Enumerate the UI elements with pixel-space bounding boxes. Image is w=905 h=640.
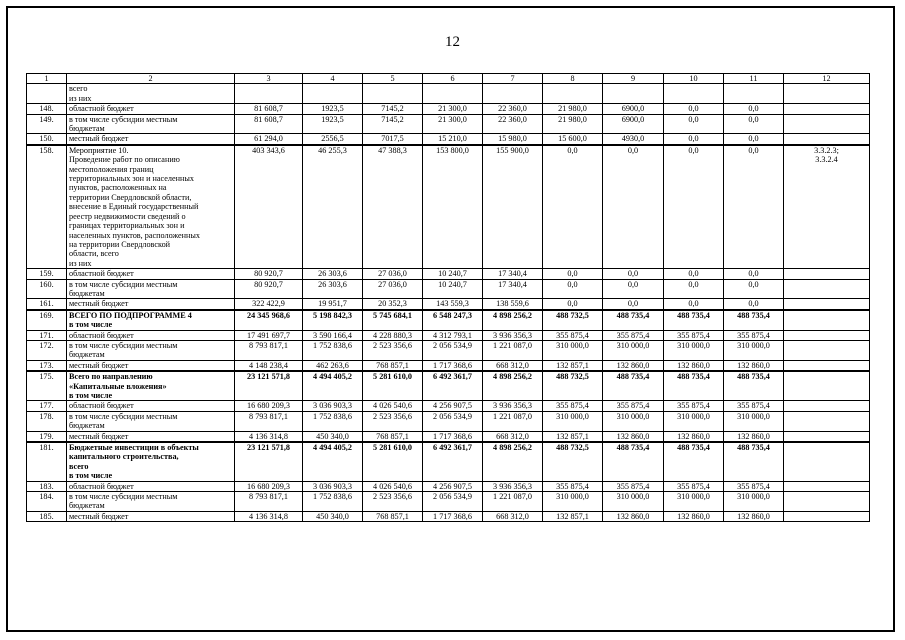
value-cell: 668 312,0 — [483, 431, 543, 442]
value-cell: 21 300,0 — [423, 114, 483, 134]
value-cell: 310 000,0 — [603, 340, 664, 360]
value-cell: 6 492 361,7 — [423, 442, 483, 481]
column-header: 11 — [724, 74, 784, 84]
value-cell: 10 240,7 — [423, 269, 483, 279]
row-note — [784, 330, 870, 340]
value-cell: 15 980,0 — [483, 134, 543, 145]
value-cell: 7145,2 — [363, 114, 423, 134]
row-note — [784, 442, 870, 481]
row-name: местный бюджет — [67, 360, 235, 371]
value-cell: 1 221 087,0 — [483, 411, 543, 431]
value-cell: 310 000,0 — [724, 492, 784, 512]
value-cell: 768 857,1 — [363, 511, 423, 521]
row-name: Бюджетные инвестиции в объекты капитального строительства, всего в том числе — [67, 442, 235, 481]
table-row — [27, 84, 870, 104]
column-header: 10 — [664, 74, 724, 84]
value-cell: 21 300,0 — [423, 104, 483, 114]
row-number: 150. — [27, 134, 67, 145]
value-cell: 1 221 087,0 — [483, 492, 543, 512]
column-header: 2 — [67, 74, 235, 84]
value-cell: 26 303,6 — [303, 279, 363, 299]
value-cell: 0,0 — [724, 104, 784, 114]
row-note — [784, 492, 870, 512]
value-cell: 3 590 166,4 — [303, 330, 363, 340]
value-cell: 132 857,1 — [543, 360, 603, 371]
value-cell: 26 303,6 — [303, 269, 363, 279]
value-cell: 355 875,4 — [543, 401, 603, 411]
value-cell: 1 717 368,6 — [423, 431, 483, 442]
table-row — [27, 360, 870, 371]
value-cell: 2 523 356,6 — [363, 492, 423, 512]
value-cell: 5 281 610,0 — [363, 442, 423, 481]
table-row — [27, 310, 870, 330]
table-row — [27, 145, 870, 269]
value-cell — [363, 84, 423, 104]
row-name: областной бюджет — [67, 330, 235, 340]
value-cell: 0,0 — [664, 269, 724, 279]
value-cell: 19 951,7 — [303, 299, 363, 310]
value-cell: 4 026 540,6 — [363, 401, 423, 411]
value-cell: 403 343,6 — [235, 145, 303, 269]
value-cell: 488 732,5 — [543, 310, 603, 330]
value-cell: 3 036 903,3 — [303, 401, 363, 411]
value-cell: 1 752 838,6 — [303, 411, 363, 431]
row-number: 185. — [27, 511, 67, 521]
column-header: 8 — [543, 74, 603, 84]
value-cell: 22 360,0 — [483, 104, 543, 114]
value-cell: 1 752 838,6 — [303, 340, 363, 360]
value-cell: 80 920,7 — [235, 269, 303, 279]
value-cell: 355 875,4 — [543, 481, 603, 491]
value-cell: 0,0 — [603, 299, 664, 310]
table-row — [27, 330, 870, 340]
row-number: 172. — [27, 340, 67, 360]
value-cell: 488 732,5 — [543, 442, 603, 481]
table-row — [27, 492, 870, 512]
value-cell: 4 898 256,2 — [483, 442, 543, 481]
value-cell: 355 875,4 — [603, 401, 664, 411]
column-header: 12 — [784, 74, 870, 84]
value-cell: 0,0 — [664, 134, 724, 145]
value-cell: 23 121 571,8 — [235, 371, 303, 401]
value-cell — [483, 84, 543, 104]
value-cell: 1 752 838,6 — [303, 492, 363, 512]
value-cell: 310 000,0 — [543, 492, 603, 512]
value-cell: 4 136 314,8 — [235, 431, 303, 442]
value-cell: 21 980,0 — [543, 104, 603, 114]
column-header: 9 — [603, 74, 664, 84]
value-cell: 450 340,0 — [303, 431, 363, 442]
value-cell: 0,0 — [543, 279, 603, 299]
value-cell: 17 491 697,7 — [235, 330, 303, 340]
row-name: в том числе субсидии местным бюджетам — [67, 114, 235, 134]
row-note — [784, 511, 870, 521]
column-header: 1 — [27, 74, 67, 84]
row-note: 3.3.2.3; 3.3.2.4 — [784, 145, 870, 269]
value-cell: 0,0 — [603, 269, 664, 279]
value-cell: 0,0 — [664, 145, 724, 269]
column-header: 7 — [483, 74, 543, 84]
row-name: в том числе субсидии местным бюджетам — [67, 411, 235, 431]
row-number: 178. — [27, 411, 67, 431]
value-cell: 138 559,6 — [483, 299, 543, 310]
table-row — [27, 401, 870, 411]
row-name: в том числе субсидии местным бюджетам — [67, 279, 235, 299]
row-name: всего из них — [67, 84, 235, 104]
row-number: 177. — [27, 401, 67, 411]
value-cell: 488 735,4 — [603, 310, 664, 330]
value-cell — [235, 84, 303, 104]
value-cell: 4 256 907,5 — [423, 401, 483, 411]
row-number — [27, 84, 67, 104]
page-number: 12 — [445, 34, 460, 50]
value-cell: 1 717 368,6 — [423, 511, 483, 521]
value-cell: 47 388,3 — [363, 145, 423, 269]
value-cell: 668 312,0 — [483, 511, 543, 521]
value-cell: 310 000,0 — [724, 340, 784, 360]
value-cell: 4930,0 — [603, 134, 664, 145]
row-number: 179. — [27, 431, 67, 442]
value-cell: 4 228 880,3 — [363, 330, 423, 340]
value-cell: 2 523 356,6 — [363, 411, 423, 431]
value-cell: 5 281 610,0 — [363, 371, 423, 401]
value-cell: 132 860,0 — [603, 360, 664, 371]
value-cell: 17 340,4 — [483, 279, 543, 299]
value-cell: 4 898 256,2 — [483, 371, 543, 401]
value-cell: 4 026 540,6 — [363, 481, 423, 491]
value-cell: 132 860,0 — [664, 360, 724, 371]
value-cell: 4 148 238,4 — [235, 360, 303, 371]
row-name: Всего по направлению «Капитальные вложения» в том числе — [67, 371, 235, 401]
row-name: Мероприятие 10. Проведение работ по описанию местоположения границ территориальных зон и населенных пунктов, расположенных на территории Свердловской области, внесение в Единый государственный реестр недвижимости сведений о границах территориальных зон и населенных пунктов, расположенных на территории Свердловской области, всего из них — [67, 145, 235, 269]
row-number: 175. — [27, 371, 67, 401]
value-cell: 355 875,4 — [664, 330, 724, 340]
column-header: 3 — [235, 74, 303, 84]
row-name: местный бюджет — [67, 134, 235, 145]
value-cell: 310 000,0 — [664, 340, 724, 360]
value-cell: 668 312,0 — [483, 360, 543, 371]
value-cell: 15 210,0 — [423, 134, 483, 145]
value-cell: 8 793 817,1 — [235, 492, 303, 512]
table-body — [27, 74, 870, 522]
row-note — [784, 371, 870, 401]
row-note — [784, 310, 870, 330]
value-cell: 8 793 817,1 — [235, 340, 303, 360]
row-note — [784, 401, 870, 411]
row-number: 171. — [27, 330, 67, 340]
value-cell: 6 492 361,7 — [423, 371, 483, 401]
value-cell: 6900,0 — [603, 114, 664, 134]
value-cell: 355 875,4 — [724, 481, 784, 491]
value-cell: 6900,0 — [603, 104, 664, 114]
value-cell: 15 600,0 — [543, 134, 603, 145]
value-cell: 0,0 — [724, 114, 784, 134]
value-cell: 1923,5 — [303, 114, 363, 134]
value-cell: 4 312 793,1 — [423, 330, 483, 340]
value-cell: 0,0 — [603, 279, 664, 299]
value-cell: 0,0 — [664, 114, 724, 134]
value-cell — [543, 84, 603, 104]
row-number: 183. — [27, 481, 67, 491]
table-row — [27, 299, 870, 310]
value-cell: 355 875,4 — [724, 401, 784, 411]
value-cell: 322 422,9 — [235, 299, 303, 310]
value-cell: 310 000,0 — [724, 411, 784, 431]
value-cell: 3 036 903,3 — [303, 481, 363, 491]
value-cell: 488 735,4 — [664, 371, 724, 401]
row-note — [784, 431, 870, 442]
value-cell: 20 352,3 — [363, 299, 423, 310]
value-cell: 355 875,4 — [603, 481, 664, 491]
table-row — [27, 481, 870, 491]
row-number: 160. — [27, 279, 67, 299]
value-cell: 61 294,0 — [235, 134, 303, 145]
value-cell: 3 936 356,3 — [483, 401, 543, 411]
row-number: 161. — [27, 299, 67, 310]
row-name: в том числе субсидии местным бюджетам — [67, 340, 235, 360]
value-cell: 4 494 405,2 — [303, 442, 363, 481]
value-cell: 8 793 817,1 — [235, 411, 303, 431]
value-cell: 132 860,0 — [603, 511, 664, 521]
value-cell: 2 056 534,9 — [423, 340, 483, 360]
table-row — [27, 442, 870, 481]
value-cell: 0,0 — [664, 279, 724, 299]
value-cell: 488 735,4 — [724, 371, 784, 401]
column-header: 4 — [303, 74, 363, 84]
table-header-row — [27, 74, 870, 84]
value-cell: 132 860,0 — [664, 431, 724, 442]
row-note — [784, 104, 870, 114]
budget-table — [26, 73, 870, 522]
value-cell: 0,0 — [724, 269, 784, 279]
row-note — [784, 299, 870, 310]
table-row — [27, 279, 870, 299]
value-cell — [303, 84, 363, 104]
row-note — [784, 134, 870, 145]
value-cell: 488 735,4 — [603, 371, 664, 401]
table-row — [27, 371, 870, 401]
row-number: 184. — [27, 492, 67, 512]
value-cell: 6 548 247,3 — [423, 310, 483, 330]
row-note — [784, 340, 870, 360]
row-name: областной бюджет — [67, 401, 235, 411]
value-cell: 310 000,0 — [543, 411, 603, 431]
value-cell: 450 340,0 — [303, 511, 363, 521]
row-number: 181. — [27, 442, 67, 481]
value-cell: 310 000,0 — [664, 492, 724, 512]
table-row — [27, 104, 870, 114]
row-note — [784, 360, 870, 371]
value-cell: 0,0 — [543, 299, 603, 310]
row-note — [784, 84, 870, 104]
value-cell: 3 936 356,3 — [483, 330, 543, 340]
value-cell: 10 240,7 — [423, 279, 483, 299]
value-cell: 80 920,7 — [235, 279, 303, 299]
value-cell — [603, 84, 664, 104]
value-cell: 488 732,5 — [543, 371, 603, 401]
value-cell: 23 121 571,8 — [235, 442, 303, 481]
row-name: областной бюджет — [67, 481, 235, 491]
value-cell: 310 000,0 — [603, 492, 664, 512]
value-cell: 0,0 — [603, 145, 664, 269]
value-cell: 5 745 684,1 — [363, 310, 423, 330]
value-cell: 1 221 087,0 — [483, 340, 543, 360]
value-cell: 355 875,4 — [664, 481, 724, 491]
value-cell: 132 860,0 — [664, 511, 724, 521]
value-cell: 488 735,4 — [664, 310, 724, 330]
row-name: областной бюджет — [67, 269, 235, 279]
value-cell: 5 198 842,3 — [303, 310, 363, 330]
row-name: местный бюджет — [67, 431, 235, 442]
row-name: в том числе субсидии местным бюджетам — [67, 492, 235, 512]
table-row — [27, 134, 870, 145]
row-number: 158. — [27, 145, 67, 269]
table-row — [27, 511, 870, 521]
value-cell: 132 860,0 — [724, 431, 784, 442]
value-cell: 0,0 — [724, 145, 784, 269]
value-cell: 132 857,1 — [543, 431, 603, 442]
row-name: ВСЕГО ПО ПОДПРОГРАММЕ 4 в том числе — [67, 310, 235, 330]
table-row — [27, 431, 870, 442]
row-number: 173. — [27, 360, 67, 371]
value-cell — [423, 84, 483, 104]
value-cell: 2556,5 — [303, 134, 363, 145]
value-cell: 2 056 534,9 — [423, 492, 483, 512]
value-cell: 768 857,1 — [363, 360, 423, 371]
row-number: 149. — [27, 114, 67, 134]
value-cell: 2 523 356,6 — [363, 340, 423, 360]
value-cell — [664, 84, 724, 104]
value-cell: 17 340,4 — [483, 269, 543, 279]
value-cell: 1923,5 — [303, 104, 363, 114]
value-cell: 81 608,7 — [235, 114, 303, 134]
table-row — [27, 114, 870, 134]
row-number: 148. — [27, 104, 67, 114]
row-number: 169. — [27, 310, 67, 330]
row-note — [784, 481, 870, 491]
value-cell: 0,0 — [724, 299, 784, 310]
value-cell: 488 735,4 — [724, 310, 784, 330]
column-header: 5 — [363, 74, 423, 84]
row-note — [784, 269, 870, 279]
value-cell: 310 000,0 — [603, 411, 664, 431]
value-cell: 462 263,6 — [303, 360, 363, 371]
value-cell: 488 735,4 — [724, 442, 784, 481]
row-note — [784, 279, 870, 299]
value-cell: 155 900,0 — [483, 145, 543, 269]
value-cell: 1 717 368,6 — [423, 360, 483, 371]
value-cell: 27 036,0 — [363, 269, 423, 279]
value-cell: 3 936 356,3 — [483, 481, 543, 491]
value-cell: 132 857,1 — [543, 511, 603, 521]
value-cell: 488 735,4 — [603, 442, 664, 481]
table-row — [27, 411, 870, 431]
table-row — [27, 269, 870, 279]
value-cell: 27 036,0 — [363, 279, 423, 299]
value-cell: 16 680 209,3 — [235, 401, 303, 411]
value-cell: 310 000,0 — [543, 340, 603, 360]
column-header: 6 — [423, 74, 483, 84]
value-cell: 355 875,4 — [724, 330, 784, 340]
value-cell: 21 980,0 — [543, 114, 603, 134]
table-row — [27, 340, 870, 360]
row-number: 159. — [27, 269, 67, 279]
value-cell: 153 800,0 — [423, 145, 483, 269]
value-cell: 81 608,7 — [235, 104, 303, 114]
value-cell: 0,0 — [724, 134, 784, 145]
value-cell: 0,0 — [664, 104, 724, 114]
row-note — [784, 114, 870, 134]
value-cell: 132 860,0 — [724, 360, 784, 371]
value-cell: 4 898 256,2 — [483, 310, 543, 330]
value-cell: 2 056 534,9 — [423, 411, 483, 431]
row-name: местный бюджет — [67, 299, 235, 310]
value-cell: 0,0 — [724, 279, 784, 299]
value-cell: 355 875,4 — [603, 330, 664, 340]
value-cell: 46 255,3 — [303, 145, 363, 269]
value-cell: 0,0 — [543, 269, 603, 279]
value-cell: 24 345 968,6 — [235, 310, 303, 330]
value-cell: 132 860,0 — [724, 511, 784, 521]
value-cell: 143 559,3 — [423, 299, 483, 310]
value-cell — [724, 84, 784, 104]
value-cell: 7017,5 — [363, 134, 423, 145]
value-cell: 4 136 314,8 — [235, 511, 303, 521]
value-cell: 355 875,4 — [543, 330, 603, 340]
value-cell: 310 000,0 — [664, 411, 724, 431]
value-cell: 16 680 209,3 — [235, 481, 303, 491]
value-cell: 0,0 — [664, 299, 724, 310]
row-name: местный бюджет — [67, 511, 235, 521]
value-cell: 768 857,1 — [363, 431, 423, 442]
value-cell: 22 360,0 — [483, 114, 543, 134]
row-note — [784, 411, 870, 431]
value-cell: 132 860,0 — [603, 431, 664, 442]
value-cell: 488 735,4 — [664, 442, 724, 481]
value-cell: 4 494 405,2 — [303, 371, 363, 401]
row-name: областной бюджет — [67, 104, 235, 114]
value-cell: 0,0 — [543, 145, 603, 269]
value-cell: 4 256 907,5 — [423, 481, 483, 491]
value-cell: 355 875,4 — [664, 401, 724, 411]
value-cell: 7145,2 — [363, 104, 423, 114]
